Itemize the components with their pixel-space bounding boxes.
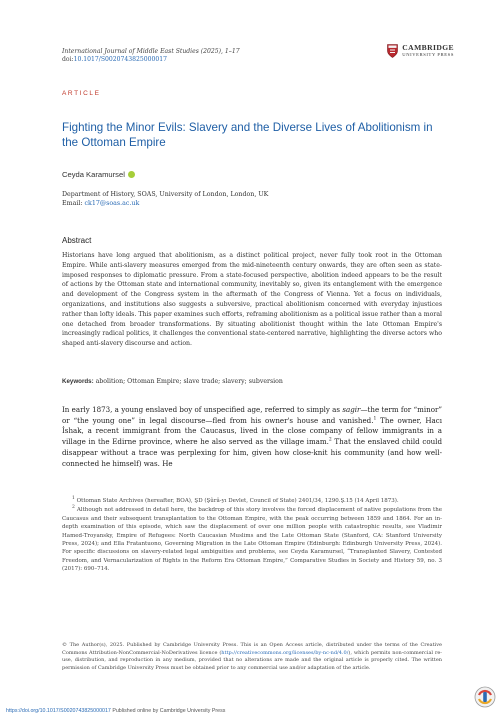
author-line (62, 170, 135, 179)
article-type-label: ARTICLE (62, 90, 101, 97)
body-part-1: In early 1873, a young enslaved boy of unspecified age, referred to simply as (62, 405, 343, 414)
keywords-line (62, 378, 442, 385)
footnote-ref-2[interactable]: 2 (328, 437, 332, 443)
journal-citation: International Journal of Middle East Studies (2025), 1–17 (62, 48, 240, 55)
license-notice (62, 642, 442, 672)
abstract-heading: Abstract (62, 236, 92, 245)
footer-text: Published online by Cambridge University Press (110, 708, 226, 714)
body-paragraph (62, 405, 442, 469)
footnotes (62, 497, 442, 574)
publisher-logo (387, 44, 454, 58)
email-label: Email: (62, 200, 85, 207)
footnote-2-text: Although not addressed in detail here, the backdrop of this story involves the forced displacement of native populations from the Caucasus and their subsequent transplantation to the Ottoman Empire, with the peak occurring between 1859 and 1864. For an in-depth examination of this episode, which saw the displacement of over one million people with catastrophic results, see Vladimir Hamed-Troyansky, Empire of Refugees: North Caucasian Muslims and the Late Ottoman State (Stanford, CA: Stanford University Press, 2024); and Ella Fratantuono, Governing Migration in the Late Ottoman Empire (Edinburgh: Edinburgh University Press, 2024). For specific discussions on slavery-related legal ambiguities and problems, see Ceyda Karamursel, “Transplanted Slavery, Contested Freedom, and Vernacularization of Rights in the Reform Era Ottoman Empire,” Comparative Studies in Society and History 59, no. 3 (2017): 690–714. (62, 507, 442, 573)
footnote-2 (62, 506, 442, 573)
keywords-text: abolition; Ottoman Empire; slave trade; slavery; subversion (95, 378, 283, 385)
department: Department of History, SOAS, University of London, London, UK (62, 191, 269, 198)
footnote-1 (62, 497, 442, 505)
author-name[interactable]: Ceyda Karamursel (62, 170, 125, 179)
body-part-3: The owner, Hacı İshak, a recent immigrant from the Caucasus, lived in the close company of fellow immigrants in a village in the Edirne province, where he also served as the village imam. (62, 415, 442, 447)
license-link[interactable]: http://creativecommons.org/licenses/by-nc-nd/4.0/ (221, 649, 349, 656)
article-title: Fighting the Minor Evils: Slavery and the Diverse Lives of Abolitionism in the Ottoman Empire (62, 121, 433, 149)
email-line (62, 199, 268, 208)
logo-line-1: CAMBRIDGE (402, 43, 454, 52)
footnote-1-text: Ottoman State Archives (hereafter, BOA), ŞD (Şûrâ-yı Devlet, Council of State) 2401/34, 1290.Ş.15 (14 April 1873). (76, 498, 399, 504)
license-text-1: © The Author(s), 2025. Published by Cambridge University Press. This is an Open Access article, distributed under the terms of the Creative Commons Attribution-NonCommercial-NoDerivatives licence ( (62, 642, 442, 656)
orcid-icon[interactable] (128, 171, 135, 178)
footnote-ref-1[interactable]: 1 (373, 416, 377, 422)
email-link[interactable]: ck17@soas.ac.uk (84, 200, 140, 207)
footnote-1-number: 1 (72, 496, 75, 502)
footer-doi-link[interactable]: https://doi.org/10.1017/S0020743825000017 (6, 708, 111, 714)
cambridge-shield-icon (387, 44, 398, 58)
body-part-4: That the enslaved child could disappear without a trace was perplexing for him, given how close-knit his community (and how well-connected he himself) was. He (62, 437, 442, 468)
doi-line (62, 56, 240, 64)
doi-link[interactable]: 10.1017/S0020743825000017 (73, 56, 168, 63)
journal-header (62, 48, 240, 64)
abstract-text: Historians have long argued that abolitionism, as a distinct political project, never fully took root in the Ottoman Empire. While anti-slavery measures emerged from the mid-nineteenth century onwards, they are often seen as state-imposed responses to diplomatic pressure. From a state-focused perspective, abolition indeed appears to be the result of actions by the Ottoman state and international community, inevitably so, given its entanglement with the emergence and development of the Congress system in the aftermath of the Congress of Vienna. Yet a focus on individuals, organizations, and institutions also suggests a subversive, practical abolitionism concerned with everyday injustices rather than lofty ideals. This paper examines such efforts, reframing abolitionism as a political issue rather than a moral one detached from broader transformations. By situating abolitionist thought within the late Ottoman Empire's increasingly radical politics, it challenges the conventional state-centered narrative, highlighting the diverse actors who shaped anti-slavery discourse and action. (62, 252, 442, 348)
doi-prefix: doi: (62, 56, 74, 63)
affiliation-block (62, 190, 268, 208)
footnote-2-number: 2 (72, 505, 75, 511)
logo-line-2: UNIVERSITY PRESS (402, 52, 454, 57)
license-text-2: ), which permits non-commercial re-use, distribution, and reproduction in any medium, provided that no alterations are made and the original article is properly cited. The written permission of Cambridge University Press must be obtained prior to any commercial use and/or adaptation of the article. (62, 649, 442, 671)
body-part-2: —the term for “minor” or “the young one” in legal discourse—fled from his owner's house and vanished. (62, 405, 442, 425)
keywords-label: Keywords: (62, 378, 94, 385)
check-for-updates-icon[interactable] (474, 686, 496, 708)
logo-text (402, 44, 454, 58)
body-italic-term: sagir (342, 405, 361, 414)
page-footer (6, 708, 225, 714)
